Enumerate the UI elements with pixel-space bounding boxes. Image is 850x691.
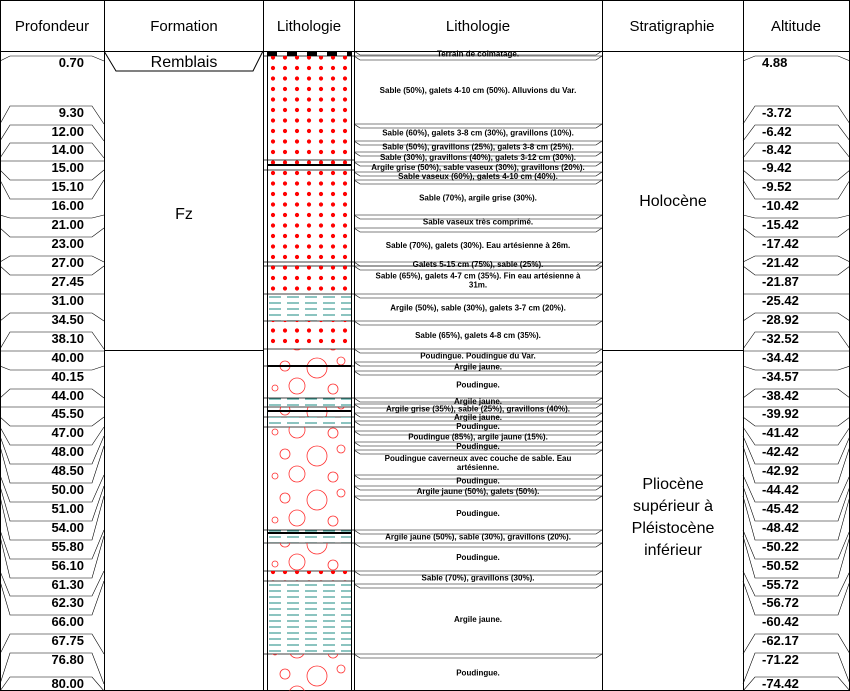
altitude-label: -55.72: [762, 577, 799, 592]
formation-fz: Fz: [175, 206, 193, 223]
depth-label: 38.10: [51, 331, 84, 346]
altitude-label: -62.17: [762, 633, 799, 648]
altitude-label: -41.42: [762, 425, 799, 440]
altitude-leader: [743, 106, 850, 124]
lithology-layer: [267, 543, 351, 571]
altitude-label: -21.42: [762, 255, 799, 270]
depth-label: 50.00: [51, 482, 84, 497]
lithology-description: Poudingue.: [456, 509, 500, 518]
lithology-layer: [267, 530, 351, 543]
lithology-description: Sable (60%), galets 3-8 cm (30%), gravillons (10%).: [382, 128, 574, 138]
lithology-description: Sable (70%), galets (30%). Eau artésienne à 26m.: [385, 241, 571, 250]
depth-label: 12.00: [51, 124, 84, 139]
lithology-description: Poudingue caverneux avec couche de sable. Eau: [384, 454, 572, 463]
formation-column: [104, 51, 263, 223]
altitude-label: -9.52: [762, 179, 792, 194]
lithology-layer: [267, 266, 351, 294]
lithology-layer: [267, 571, 351, 581]
altitude-label: -34.42: [762, 350, 799, 365]
lithology-description: Poudingue (85%), argile jaune (15%).: [408, 432, 548, 442]
formation-remblais: Remblais: [150, 54, 218, 71]
stratigraphy-pliocene-line-4: inférieur: [644, 542, 702, 559]
lithology-layer: [267, 51, 351, 56]
description-bracket: [354, 543, 602, 547]
lithology-layer: [267, 294, 351, 321]
description-bracket: [354, 371, 602, 375]
altitude-label: -44.42: [762, 482, 799, 497]
lithology-description: 31m.: [468, 280, 488, 290]
altitude-label: -48.42: [762, 520, 799, 535]
depth-label: 15.00: [51, 160, 84, 175]
lithology-description: artésienne.: [456, 463, 500, 472]
altitude-label: 4.88: [762, 55, 788, 70]
depth-label: 27.45: [51, 274, 84, 289]
altitude-label: -28.92: [762, 312, 799, 327]
depth-label: 80.00: [51, 676, 84, 691]
altitude-label: -60.42: [762, 614, 799, 629]
lithology-layer: [267, 170, 351, 262]
header-stratigraphy: Stratigraphie: [629, 18, 715, 35]
altitude-label: -17.42: [762, 236, 799, 251]
lithology-layer: [267, 366, 351, 398]
header-lithology-pattern: Lithologie: [276, 18, 342, 35]
lithology-description: Argile jaune.: [453, 362, 503, 372]
lithology-layer: [267, 321, 351, 349]
depth-label: 23.00: [51, 236, 84, 251]
description-bracket: [354, 228, 602, 232]
altitude-label: -21.87: [762, 274, 799, 289]
altitude-label: -71.22: [762, 652, 799, 667]
header-row: [15, 18, 821, 35]
stratigraphy-pliocene-line-2: supérieur à: [632, 498, 714, 515]
lithology-description: Sable (70%), argile grise (30%).: [419, 193, 537, 203]
depth-label: 51.00: [51, 501, 84, 516]
lithology-description: Sable (65%), galets 4-8 cm (35%).: [415, 331, 541, 340]
lithology-description: Sable (30%), gravillons (40%), galets 3-12 cm (30%).: [379, 153, 577, 162]
altitude-leader: [743, 170, 850, 180]
altitude-leader: [743, 125, 850, 141]
depth-label: 44.00: [51, 388, 84, 403]
lithology-description: Argile jaune.: [453, 615, 503, 624]
depth-label: 67.75: [51, 633, 84, 648]
lithology-description: Sable (50%), gravillons (25%), galets 3-8 cm (25%).: [382, 142, 574, 152]
altitude-label: -32.52: [762, 331, 799, 346]
lithology-description: Argile jaune (50%), galets (50%).: [416, 487, 540, 496]
altitude-leader: [743, 180, 850, 199]
lithology-description: Argile jaune.: [453, 413, 503, 422]
lithology-layer: [267, 398, 351, 407]
altitude-label: -15.42: [762, 217, 799, 232]
altitude-label: -39.92: [762, 406, 799, 421]
lithology-layer: [267, 581, 351, 654]
altitude-label: -34.57: [762, 369, 799, 384]
lithology-layer: [267, 654, 351, 691]
altitude-label: -10.42: [762, 198, 799, 213]
altitude-label: -42.92: [762, 463, 799, 478]
altitude-leader: [743, 143, 850, 158]
depth-label: 47.00: [51, 425, 84, 440]
altitude-label: -50.52: [762, 558, 799, 573]
lithology-description: Terrain de colmatage.: [436, 49, 520, 59]
lithology-description: Poudingue.: [456, 553, 500, 562]
stratigraphy-holocene: Holocène: [639, 193, 707, 210]
lithology-description: Sable (50%), galets 4-10 cm (50%). Alluvions du Var.: [379, 86, 577, 95]
lithology-description: Argile jaune.: [453, 397, 503, 406]
header-formation: Formation: [150, 18, 218, 35]
lithology-description: Argile jaune (50%), sable (30%), gravillons (20%).: [385, 532, 571, 542]
lithology-layer: [267, 427, 351, 530]
lithology-description: Galets 5-15 cm (75%), sable (25%).: [412, 260, 544, 269]
altitude-label: -50.22: [762, 539, 799, 554]
depth-label: 34.50: [51, 312, 84, 327]
depth-label: 54.00: [51, 520, 84, 535]
depth-label: 40.00: [51, 350, 84, 365]
description-bracket: [354, 496, 602, 500]
lithology-description: Poudingue. Poudingue du Var.: [420, 351, 536, 361]
description-bracket: [354, 124, 602, 128]
depth-label: 76.80: [51, 652, 84, 667]
lithology-layer: [267, 417, 351, 427]
depth-label: 31.00: [51, 293, 84, 308]
depth-label: 40.15: [51, 369, 84, 384]
lithology-description: Poudingue.: [456, 442, 500, 451]
lithology-description: Sable (65%), galets 4-7 cm (35%). Fin eau artésienne à: [375, 271, 581, 281]
altitude-label: -9.42: [762, 160, 792, 175]
altitude-label: -42.42: [762, 444, 799, 459]
lithology-description: Poudingue.: [456, 476, 500, 486]
depth-label: 61.30: [51, 577, 84, 592]
lithology-description: Sable (70%), gravillons (30%).: [421, 573, 535, 583]
lithology-description: Poudingue.: [456, 668, 500, 678]
lithology-description: Poudingue.: [456, 422, 500, 431]
altitude-label: -45.42: [762, 501, 799, 516]
depth-leader: [0, 56, 104, 61]
depth-label: 56.10: [51, 558, 84, 573]
header-depth: Profondeur: [14, 18, 90, 35]
depth-label: 9.30: [58, 105, 84, 120]
depth-label: 66.00: [51, 614, 84, 629]
altitude-label: -74.42: [762, 676, 799, 691]
stratigraphy-column: [632, 193, 715, 559]
altitude-label: -38.42: [762, 388, 799, 403]
header-lithology-text: Lithologie: [445, 18, 511, 35]
description-bracket: [354, 321, 602, 325]
description-bracket: [354, 654, 602, 658]
depth-leader: [0, 106, 104, 124]
lithology-layer: [267, 56, 351, 160]
altitude-label: -6.42: [762, 124, 792, 139]
depth-label: 45.50: [51, 406, 84, 421]
depth-label: 62.30: [51, 595, 84, 610]
altitude-column: [743, 55, 850, 691]
altitude-label: -3.72: [762, 105, 792, 120]
lithology-description: Poudingue.: [456, 380, 500, 390]
altitude-label: -56.72: [762, 595, 799, 610]
depth-label: 15.10: [51, 179, 84, 194]
lithology-description: Argile (50%), sable (30%), galets 3-7 cm (20%).: [390, 303, 566, 313]
lithology-description: Argile grise (50%), sable vaseux (30%), gravillons (20%).: [371, 163, 585, 172]
altitude-label: -25.42: [762, 293, 799, 308]
depth-label: 0.70: [58, 55, 84, 70]
lithology-description: Argile grise (35%), sable (25%), gravillons (40%).: [385, 404, 571, 414]
lithology-layer: [267, 349, 351, 366]
lithology-descriptions: [354, 50, 602, 691]
description-bracket: [354, 584, 602, 588]
lithology-description: Sable vaseux très comprimé.: [422, 217, 534, 227]
depth-label: 55.80: [51, 539, 84, 554]
lithology-layer: [267, 262, 351, 266]
depth-label: 48.00: [51, 444, 84, 459]
stratigraphy-pliocene-line-1: Pliocène: [642, 476, 704, 493]
depth-label: 48.50: [51, 463, 84, 478]
depth-label: 27.00: [51, 255, 84, 270]
lithology-patterns: [263, 51, 354, 691]
altitude-leader: [743, 56, 850, 61]
lithology-description: Sable vaseux (60%), galets 4-10 cm (40%).: [398, 172, 558, 181]
header-altitude: Altitude: [770, 18, 822, 35]
description-bracket: [354, 294, 602, 298]
depth-label: 14.00: [51, 142, 84, 157]
depth-label: 21.00: [51, 217, 84, 232]
depth-column: [0, 55, 104, 691]
depth-label: 16.00: [51, 198, 84, 213]
altitude-label: -8.42: [762, 142, 792, 157]
stratigraphy-pliocene-line-3: Pléistocène: [631, 520, 715, 537]
